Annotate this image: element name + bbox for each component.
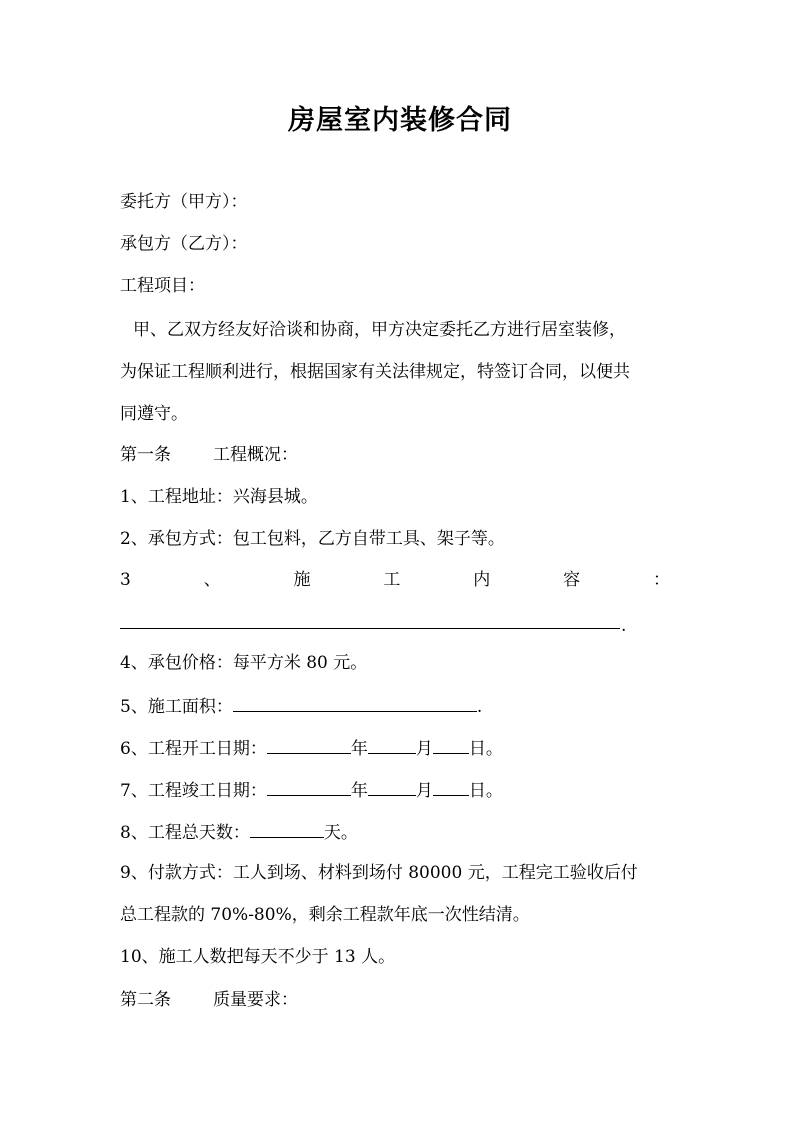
month-label: 月 [415, 739, 433, 759]
item-7-month-blank [368, 777, 416, 796]
item-10-workers: 10、施工人数把每天不少于 13 人。 [120, 947, 396, 967]
item-7-completion-date [120, 777, 503, 803]
item-4-price: 4、承包价格：每平方米 80 元。 [120, 653, 368, 673]
item-5-label: 5、施工面积： [120, 697, 233, 717]
day-label: 日。 [468, 739, 503, 759]
intro-line-3: 同遵守。 [120, 404, 188, 424]
article-2-heading [120, 988, 298, 1012]
item-7-day-blank [433, 777, 469, 796]
item-3-end: . [621, 616, 627, 636]
item-3-part: 、 [203, 570, 221, 590]
item-8-label: 8、工程总天数： [120, 823, 250, 843]
item-6-month-blank [368, 735, 416, 754]
article-2-title: 质量要求： [213, 990, 298, 1010]
article-1-heading [120, 443, 298, 467]
item-8-total-days [120, 819, 358, 845]
item-7-year-blank [267, 777, 351, 796]
item-2-contract-mode: 2、承包方式：包工包料，乙方自带工具、架子等。 [120, 529, 505, 549]
item-1-address: 1、工程地址：兴海县城。 [120, 487, 318, 507]
item-6-start-date [120, 735, 503, 761]
item-5-end: . [476, 697, 483, 717]
month-label: 月 [415, 781, 433, 801]
intro-line-2: 为保证工程顺利进行，根据国家有关法律规定，特签订合同，以便共 [120, 362, 630, 382]
article-1-title: 工程概况： [213, 445, 298, 465]
article-2-number: 第二条 [120, 990, 171, 1010]
party-b-label: 承包方（乙方）： [120, 234, 248, 254]
year-label: 年 [350, 739, 368, 759]
item-7-label: 7、工程竣工日期： [120, 781, 267, 801]
article-1-number: 第一条 [120, 445, 171, 465]
item-3-part: 工 [383, 570, 401, 590]
item-6-day-blank [433, 735, 469, 754]
item-5-blank [233, 693, 477, 712]
item-3-construction-content [120, 568, 670, 592]
document-title: 房屋室内装修合同 [288, 105, 512, 136]
item-6-label: 6、工程开工日期： [120, 739, 267, 759]
item-3-part: 内 [473, 570, 491, 590]
item-6-year-blank [267, 735, 351, 754]
year-label: 年 [350, 781, 368, 801]
day-label: 日。 [468, 781, 503, 801]
item-3-part: 施 [293, 570, 311, 590]
item-3-blank-line [120, 628, 620, 629]
intro-line-1: 甲、乙双方经友好洽谈和协商，甲方决定委托乙方进行居室装修， [133, 320, 626, 340]
item-3-part: 容 [563, 570, 581, 590]
item-3-part: ： [652, 570, 670, 590]
item-5-area [120, 693, 482, 719]
item-3-part: 3 [120, 570, 131, 590]
item-9-payment-line-1: 9、付款方式：工人到场、材料到场付 80000 元，工程完工验收后付 [120, 863, 638, 883]
party-a-label: 委托方（甲方）： [120, 192, 248, 212]
item-9-payment-line-2: 总工程款的 70%-80%，剩余工程款年底一次性结清。 [120, 905, 530, 925]
item-8-blank [250, 819, 324, 838]
item-8-unit: 天。 [323, 823, 358, 843]
project-label: 工程项目： [120, 276, 205, 296]
